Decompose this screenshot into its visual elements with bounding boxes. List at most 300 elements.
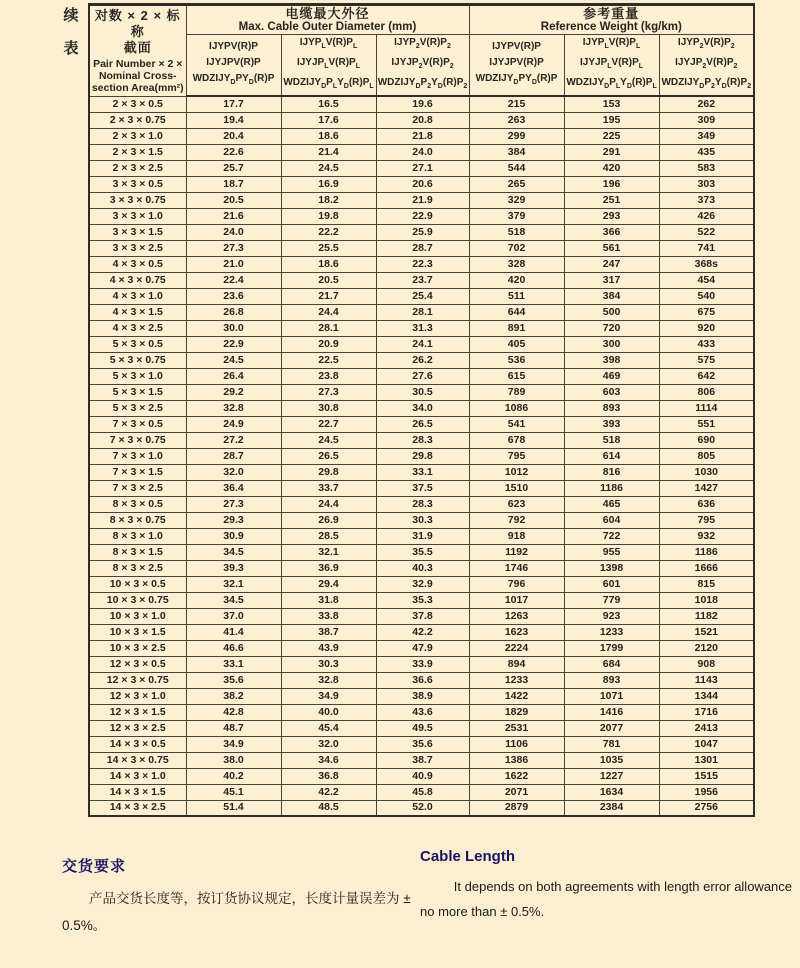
value-cell: 678 bbox=[469, 432, 564, 448]
value-cell: 225 bbox=[564, 128, 659, 144]
table-row bbox=[89, 224, 754, 240]
group-header-weight-en: Reference Weight (kg/km) bbox=[540, 21, 682, 33]
value-cell: 918 bbox=[469, 528, 564, 544]
row-label-cell: 8 × 3 × 0.5 bbox=[89, 496, 186, 512]
value-cell: 1829 bbox=[469, 704, 564, 720]
value-cell: 38.2 bbox=[186, 688, 281, 704]
value-cell: 29.4 bbox=[281, 576, 376, 592]
table-row bbox=[89, 384, 754, 400]
row-label-cell: 7 × 3 × 1.0 bbox=[89, 448, 186, 464]
value-cell: 33.1 bbox=[186, 656, 281, 672]
value-cell: 27.3 bbox=[281, 384, 376, 400]
row-label-cell: 7 × 3 × 2.5 bbox=[89, 480, 186, 496]
value-cell: 18.6 bbox=[281, 128, 376, 144]
row-label-cell: 4 × 3 × 0.75 bbox=[89, 272, 186, 288]
value-cell: 32.1 bbox=[281, 544, 376, 560]
value-cell: 1521 bbox=[659, 624, 754, 640]
model-code: $IJYP_2V(R)P_2$ bbox=[677, 37, 735, 50]
value-cell: 47.9 bbox=[376, 640, 469, 656]
value-cell: 30.8 bbox=[281, 400, 376, 416]
value-cell: 26.5 bbox=[376, 416, 469, 432]
value-cell: 36.9 bbox=[281, 560, 376, 576]
row-label-cell: 7 × 3 × 0.75 bbox=[89, 432, 186, 448]
delivery-requirements-heading: 交货要求 bbox=[62, 858, 127, 875]
value-cell: 46.6 bbox=[186, 640, 281, 656]
cable-length-body: It depends on both agreements with length error allowance no more than ± 0.5%. bbox=[420, 879, 793, 919]
value-cell: 247 bbox=[564, 256, 659, 272]
value-cell: 32.1 bbox=[186, 576, 281, 592]
table-row bbox=[89, 192, 754, 208]
value-cell: 21.9 bbox=[376, 192, 469, 208]
value-cell: 893 bbox=[564, 672, 659, 688]
table-row bbox=[89, 208, 754, 224]
value-cell: 349 bbox=[659, 128, 754, 144]
row-label-cell: 7 × 3 × 0.5 bbox=[89, 416, 186, 432]
value-cell: 40.0 bbox=[281, 704, 376, 720]
value-cell: 398 bbox=[564, 352, 659, 368]
row-label-cell: 8 × 3 × 0.75 bbox=[89, 512, 186, 528]
table-row bbox=[89, 368, 754, 384]
value-cell: 2531 bbox=[469, 720, 564, 736]
table-row bbox=[89, 464, 754, 480]
value-cell: 28.1 bbox=[376, 304, 469, 320]
value-cell: 27.6 bbox=[376, 368, 469, 384]
value-cell: 263 bbox=[469, 112, 564, 128]
value-cell: 33.7 bbox=[281, 480, 376, 496]
model-code: $WDZIJY_DP_LY_D(R)P_L$ bbox=[283, 77, 374, 90]
value-cell: 368s bbox=[659, 256, 754, 272]
table-row bbox=[89, 688, 754, 704]
value-cell: 33.9 bbox=[376, 656, 469, 672]
value-cell: 522 bbox=[659, 224, 754, 240]
value-cell: 551 bbox=[659, 416, 754, 432]
model-code: $IJYP_LV(R)P_L$ bbox=[582, 37, 641, 50]
row-label-cell: 4 × 3 × 2.5 bbox=[89, 320, 186, 336]
table-row bbox=[89, 400, 754, 416]
value-cell: 1386 bbox=[469, 752, 564, 768]
value-cell: 1398 bbox=[564, 560, 659, 576]
value-cell: 720 bbox=[564, 320, 659, 336]
value-cell: 27.1 bbox=[376, 160, 469, 176]
value-cell: 51.4 bbox=[186, 800, 281, 816]
value-cell: 722 bbox=[564, 528, 659, 544]
delivery-requirements-body: 产品交货长度等，按订货协议规定，长度计量误差为 ± 0.5%。 bbox=[62, 891, 411, 933]
value-cell: 583 bbox=[659, 160, 754, 176]
value-cell: 1622 bbox=[469, 768, 564, 784]
row-label-cell: 12 × 3 × 0.75 bbox=[89, 672, 186, 688]
side-label-char: 续 bbox=[63, 7, 79, 24]
row-label-cell: 10 × 3 × 1.0 bbox=[89, 608, 186, 624]
value-cell: 20.6 bbox=[376, 176, 469, 192]
value-cell: 41.4 bbox=[186, 624, 281, 640]
value-cell: 2120 bbox=[659, 640, 754, 656]
value-cell: 25.7 bbox=[186, 160, 281, 176]
value-cell: 1510 bbox=[469, 480, 564, 496]
table-continued-label bbox=[61, 5, 81, 66]
value-cell: 2224 bbox=[469, 640, 564, 656]
table-row bbox=[89, 448, 754, 464]
value-cell: 21.4 bbox=[281, 144, 376, 160]
corner-header-en-line2: Nominal Cross- bbox=[98, 69, 177, 82]
value-cell: 1634 bbox=[564, 784, 659, 800]
value-cell: 1422 bbox=[469, 688, 564, 704]
side-label-char: 表 bbox=[63, 40, 79, 57]
value-cell: 1427 bbox=[659, 480, 754, 496]
table-row bbox=[89, 704, 754, 720]
value-cell: 1047 bbox=[659, 736, 754, 752]
table-row bbox=[89, 592, 754, 608]
value-cell: 1716 bbox=[659, 704, 754, 720]
value-cell: 26.4 bbox=[186, 368, 281, 384]
value-cell: 265 bbox=[469, 176, 564, 192]
value-cell: 741 bbox=[659, 240, 754, 256]
value-cell: 34.0 bbox=[376, 400, 469, 416]
value-cell: 262 bbox=[659, 96, 754, 112]
model-code: IJYPV(R)P bbox=[492, 41, 541, 52]
value-cell: 2077 bbox=[564, 720, 659, 736]
value-cell: 894 bbox=[469, 656, 564, 672]
row-label-cell: 2 × 3 × 1.0 bbox=[89, 128, 186, 144]
value-cell: 45.4 bbox=[281, 720, 376, 736]
value-cell: 23.7 bbox=[376, 272, 469, 288]
table-row bbox=[89, 288, 754, 304]
model-code: $WDZIJY_DP_2Y_D(R)P_2$ bbox=[661, 77, 752, 90]
value-cell: 42.2 bbox=[281, 784, 376, 800]
value-cell: 500 bbox=[564, 304, 659, 320]
value-cell: 24.5 bbox=[186, 352, 281, 368]
value-cell: 328 bbox=[469, 256, 564, 272]
value-cell: 38.7 bbox=[376, 752, 469, 768]
value-cell: 1071 bbox=[564, 688, 659, 704]
value-cell: 684 bbox=[564, 656, 659, 672]
value-cell: 36.6 bbox=[376, 672, 469, 688]
value-cell: 26.9 bbox=[281, 512, 376, 528]
value-cell: 32.8 bbox=[281, 672, 376, 688]
table-row bbox=[89, 576, 754, 592]
table-row bbox=[89, 656, 754, 672]
value-cell: 24.1 bbox=[376, 336, 469, 352]
value-cell: 35.5 bbox=[376, 544, 469, 560]
value-cell: 23.8 bbox=[281, 368, 376, 384]
value-cell: 23.6 bbox=[186, 288, 281, 304]
row-label-cell: 14 × 3 × 0.5 bbox=[89, 736, 186, 752]
row-label-cell: 12 × 3 × 1.5 bbox=[89, 704, 186, 720]
value-cell: 1227 bbox=[564, 768, 659, 784]
row-label-cell: 5 × 3 × 0.5 bbox=[89, 336, 186, 352]
table-row bbox=[89, 800, 754, 816]
row-label-cell: 2 × 3 × 1.5 bbox=[89, 144, 186, 160]
value-cell: 1030 bbox=[659, 464, 754, 480]
value-cell: 702 bbox=[469, 240, 564, 256]
model-code: $IJYP_LV(R)P_L$ bbox=[299, 37, 358, 50]
value-cell: 34.5 bbox=[186, 544, 281, 560]
value-cell: 30.9 bbox=[186, 528, 281, 544]
value-cell: 30.3 bbox=[376, 512, 469, 528]
value-cell: 195 bbox=[564, 112, 659, 128]
value-cell: 518 bbox=[469, 224, 564, 240]
table-row bbox=[89, 752, 754, 768]
value-cell: 469 bbox=[564, 368, 659, 384]
table-row bbox=[89, 240, 754, 256]
table-row bbox=[89, 528, 754, 544]
value-cell: 1301 bbox=[659, 752, 754, 768]
value-cell: 30.3 bbox=[281, 656, 376, 672]
row-label-cell: 10 × 3 × 0.75 bbox=[89, 592, 186, 608]
value-cell: 2071 bbox=[469, 784, 564, 800]
value-cell: 34.9 bbox=[281, 688, 376, 704]
value-cell: 45.8 bbox=[376, 784, 469, 800]
value-cell: 433 bbox=[659, 336, 754, 352]
row-label-cell: 8 × 3 × 1.5 bbox=[89, 544, 186, 560]
model-code: $WDZIJY_DPY_D(R)P$ bbox=[192, 73, 275, 86]
value-cell: 32.0 bbox=[186, 464, 281, 480]
model-code: $IJYJP_2V(R)P_2$ bbox=[391, 57, 454, 70]
row-label-cell: 10 × 3 × 2.5 bbox=[89, 640, 186, 656]
value-cell: 28.5 bbox=[281, 528, 376, 544]
value-cell: 27.2 bbox=[186, 432, 281, 448]
value-cell: 16.5 bbox=[281, 96, 376, 112]
model-header-row bbox=[89, 35, 754, 97]
value-cell: 1182 bbox=[659, 608, 754, 624]
value-cell: 2879 bbox=[469, 800, 564, 816]
value-cell: 923 bbox=[564, 608, 659, 624]
value-cell: 37.5 bbox=[376, 480, 469, 496]
value-cell: 1623 bbox=[469, 624, 564, 640]
value-cell: 603 bbox=[564, 384, 659, 400]
value-cell: 1263 bbox=[469, 608, 564, 624]
model-header-cell bbox=[659, 35, 754, 97]
value-cell: 28.7 bbox=[376, 240, 469, 256]
value-cell: 35.3 bbox=[376, 592, 469, 608]
value-cell: 536 bbox=[469, 352, 564, 368]
value-cell: 291 bbox=[564, 144, 659, 160]
value-cell: 39.3 bbox=[186, 560, 281, 576]
value-cell: 1799 bbox=[564, 640, 659, 656]
model-header-cell bbox=[186, 35, 281, 97]
group-header-row bbox=[89, 5, 754, 35]
value-cell: 454 bbox=[659, 272, 754, 288]
table-row bbox=[89, 160, 754, 176]
value-cell: 33.1 bbox=[376, 464, 469, 480]
group-header-diameter-en: Max. Cable Outer Diameter (mm) bbox=[238, 21, 417, 33]
value-cell: 511 bbox=[469, 288, 564, 304]
value-cell: 955 bbox=[564, 544, 659, 560]
table-row bbox=[89, 144, 754, 160]
table-row bbox=[89, 416, 754, 432]
value-cell: 24.9 bbox=[186, 416, 281, 432]
model-header-cell bbox=[469, 35, 564, 97]
row-label-cell: 8 × 3 × 1.0 bbox=[89, 528, 186, 544]
value-cell: 35.6 bbox=[376, 736, 469, 752]
value-cell: 293 bbox=[564, 208, 659, 224]
value-cell: 1035 bbox=[564, 752, 659, 768]
value-cell: 1186 bbox=[659, 544, 754, 560]
value-cell: 1106 bbox=[469, 736, 564, 752]
value-cell: 36.8 bbox=[281, 768, 376, 784]
value-cell: 30.5 bbox=[376, 384, 469, 400]
value-cell: 1192 bbox=[469, 544, 564, 560]
value-cell: 43.9 bbox=[281, 640, 376, 656]
value-cell: 303 bbox=[659, 176, 754, 192]
value-cell: 18.7 bbox=[186, 176, 281, 192]
table-body bbox=[89, 96, 754, 816]
value-cell: 49.5 bbox=[376, 720, 469, 736]
value-cell: 26.8 bbox=[186, 304, 281, 320]
value-cell: 615 bbox=[469, 368, 564, 384]
value-cell: 805 bbox=[659, 448, 754, 464]
value-cell: 52.0 bbox=[376, 800, 469, 816]
group-header-weight bbox=[469, 5, 754, 35]
value-cell: 1186 bbox=[564, 480, 659, 496]
value-cell: 435 bbox=[659, 144, 754, 160]
value-cell: 196 bbox=[564, 176, 659, 192]
value-cell: 20.5 bbox=[186, 192, 281, 208]
value-cell: 16.9 bbox=[281, 176, 376, 192]
corner-header-zh-line2: 截面 bbox=[123, 39, 152, 55]
table-row bbox=[89, 560, 754, 576]
table-row bbox=[89, 304, 754, 320]
value-cell: 1746 bbox=[469, 560, 564, 576]
value-cell: 40.3 bbox=[376, 560, 469, 576]
value-cell: 22.5 bbox=[281, 352, 376, 368]
value-cell: 815 bbox=[659, 576, 754, 592]
value-cell: 27.3 bbox=[186, 496, 281, 512]
value-cell: 644 bbox=[469, 304, 564, 320]
value-cell: 33.8 bbox=[281, 608, 376, 624]
row-label-cell: 2 × 3 × 2.5 bbox=[89, 160, 186, 176]
value-cell: 795 bbox=[659, 512, 754, 528]
value-cell: 22.9 bbox=[376, 208, 469, 224]
value-cell: 540 bbox=[659, 288, 754, 304]
value-cell: 36.4 bbox=[186, 480, 281, 496]
table-row bbox=[89, 432, 754, 448]
table-row bbox=[89, 624, 754, 640]
value-cell: 28.3 bbox=[376, 432, 469, 448]
table-row bbox=[89, 608, 754, 624]
row-label-cell: 14 × 3 × 1.5 bbox=[89, 784, 186, 800]
row-label-cell: 4 × 3 × 1.0 bbox=[89, 288, 186, 304]
value-cell: 48.5 bbox=[281, 800, 376, 816]
value-cell: 908 bbox=[659, 656, 754, 672]
corner-header-cell bbox=[89, 5, 186, 97]
row-label-cell: 2 × 3 × 0.5 bbox=[89, 96, 186, 112]
value-cell: 34.5 bbox=[186, 592, 281, 608]
value-cell: 1666 bbox=[659, 560, 754, 576]
row-label-cell: 3 × 3 × 0.75 bbox=[89, 192, 186, 208]
value-cell: 24.0 bbox=[376, 144, 469, 160]
model-code: IJYJPV(R)P bbox=[206, 57, 261, 68]
value-cell: 34.9 bbox=[186, 736, 281, 752]
row-label-cell: 8 × 3 × 2.5 bbox=[89, 560, 186, 576]
row-label-cell: 3 × 3 × 1.5 bbox=[89, 224, 186, 240]
table-row bbox=[89, 336, 754, 352]
model-code: $WDZIJY_DPY_D(R)P$ bbox=[475, 73, 558, 86]
model-header-cell bbox=[281, 35, 376, 97]
value-cell: 18.2 bbox=[281, 192, 376, 208]
value-cell: 920 bbox=[659, 320, 754, 336]
row-label-cell: 2 × 3 × 0.75 bbox=[89, 112, 186, 128]
cable-length-heading: Cable Length bbox=[420, 848, 516, 865]
value-cell: 932 bbox=[659, 528, 754, 544]
model-code: $IJYP_2V(R)P_2$ bbox=[394, 37, 451, 50]
value-cell: 22.4 bbox=[186, 272, 281, 288]
model-header-cell bbox=[564, 35, 659, 97]
table-row bbox=[89, 672, 754, 688]
value-cell: 22.6 bbox=[186, 144, 281, 160]
value-cell: 37.8 bbox=[376, 608, 469, 624]
model-code: IJYPV(R)P bbox=[209, 41, 258, 52]
row-label-cell: 12 × 3 × 1.0 bbox=[89, 688, 186, 704]
model-code: $WDZIJY_DP_LY_D(R)P_L$ bbox=[566, 77, 657, 90]
value-cell: 18.6 bbox=[281, 256, 376, 272]
value-cell: 561 bbox=[564, 240, 659, 256]
delivery-requirements-note bbox=[62, 855, 414, 939]
value-cell: 20.8 bbox=[376, 112, 469, 128]
row-label-cell: 14 × 3 × 2.5 bbox=[89, 800, 186, 816]
table-row bbox=[89, 784, 754, 800]
value-cell: 690 bbox=[659, 432, 754, 448]
value-cell: 48.7 bbox=[186, 720, 281, 736]
value-cell: 29.8 bbox=[281, 464, 376, 480]
value-cell: 42.2 bbox=[376, 624, 469, 640]
corner-header-en-line1: Pair Number × 2 × bbox=[93, 57, 183, 70]
table-row bbox=[89, 480, 754, 496]
row-label-cell: 4 × 3 × 0.5 bbox=[89, 256, 186, 272]
row-label-cell: 14 × 3 × 1.0 bbox=[89, 768, 186, 784]
row-label-cell: 5 × 3 × 0.75 bbox=[89, 352, 186, 368]
row-label-cell: 10 × 3 × 1.5 bbox=[89, 624, 186, 640]
value-cell: 21.7 bbox=[281, 288, 376, 304]
corner-header-zh-line1: 对数 × 2 × 标称 bbox=[94, 7, 181, 39]
value-cell: 19.4 bbox=[186, 112, 281, 128]
value-cell: 1233 bbox=[469, 672, 564, 688]
value-cell: 384 bbox=[469, 144, 564, 160]
value-cell: 317 bbox=[564, 272, 659, 288]
value-cell: 575 bbox=[659, 352, 754, 368]
value-cell: 19.8 bbox=[281, 208, 376, 224]
value-cell: 42.8 bbox=[186, 704, 281, 720]
table-row bbox=[89, 96, 754, 112]
value-cell: 17.6 bbox=[281, 112, 376, 128]
value-cell: 1086 bbox=[469, 400, 564, 416]
group-header-weight-zh: 参考重量 bbox=[583, 6, 640, 21]
group-header-diameter-zh: 电缆最大外径 bbox=[285, 6, 370, 21]
row-label-cell: 14 × 3 × 0.75 bbox=[89, 752, 186, 768]
model-code: $IJYJP_2V(R)P_2$ bbox=[675, 57, 738, 70]
row-label-cell: 4 × 3 × 1.5 bbox=[89, 304, 186, 320]
value-cell: 21.0 bbox=[186, 256, 281, 272]
value-cell: 806 bbox=[659, 384, 754, 400]
value-cell: 1143 bbox=[659, 672, 754, 688]
table-row bbox=[89, 768, 754, 784]
value-cell: 28.7 bbox=[186, 448, 281, 464]
value-cell: 43.6 bbox=[376, 704, 469, 720]
value-cell: 38.7 bbox=[281, 624, 376, 640]
row-label-cell: 5 × 3 × 1.5 bbox=[89, 384, 186, 400]
value-cell: 329 bbox=[469, 192, 564, 208]
value-cell: 19.6 bbox=[376, 96, 469, 112]
value-cell: 420 bbox=[469, 272, 564, 288]
row-label-cell: 3 × 3 × 0.5 bbox=[89, 176, 186, 192]
group-header-diameter bbox=[186, 5, 469, 35]
table-row bbox=[89, 256, 754, 272]
value-cell: 24.4 bbox=[281, 304, 376, 320]
value-cell: 373 bbox=[659, 192, 754, 208]
value-cell: 32.8 bbox=[186, 400, 281, 416]
value-cell: 393 bbox=[564, 416, 659, 432]
value-cell: 1416 bbox=[564, 704, 659, 720]
value-cell: 28.1 bbox=[281, 320, 376, 336]
